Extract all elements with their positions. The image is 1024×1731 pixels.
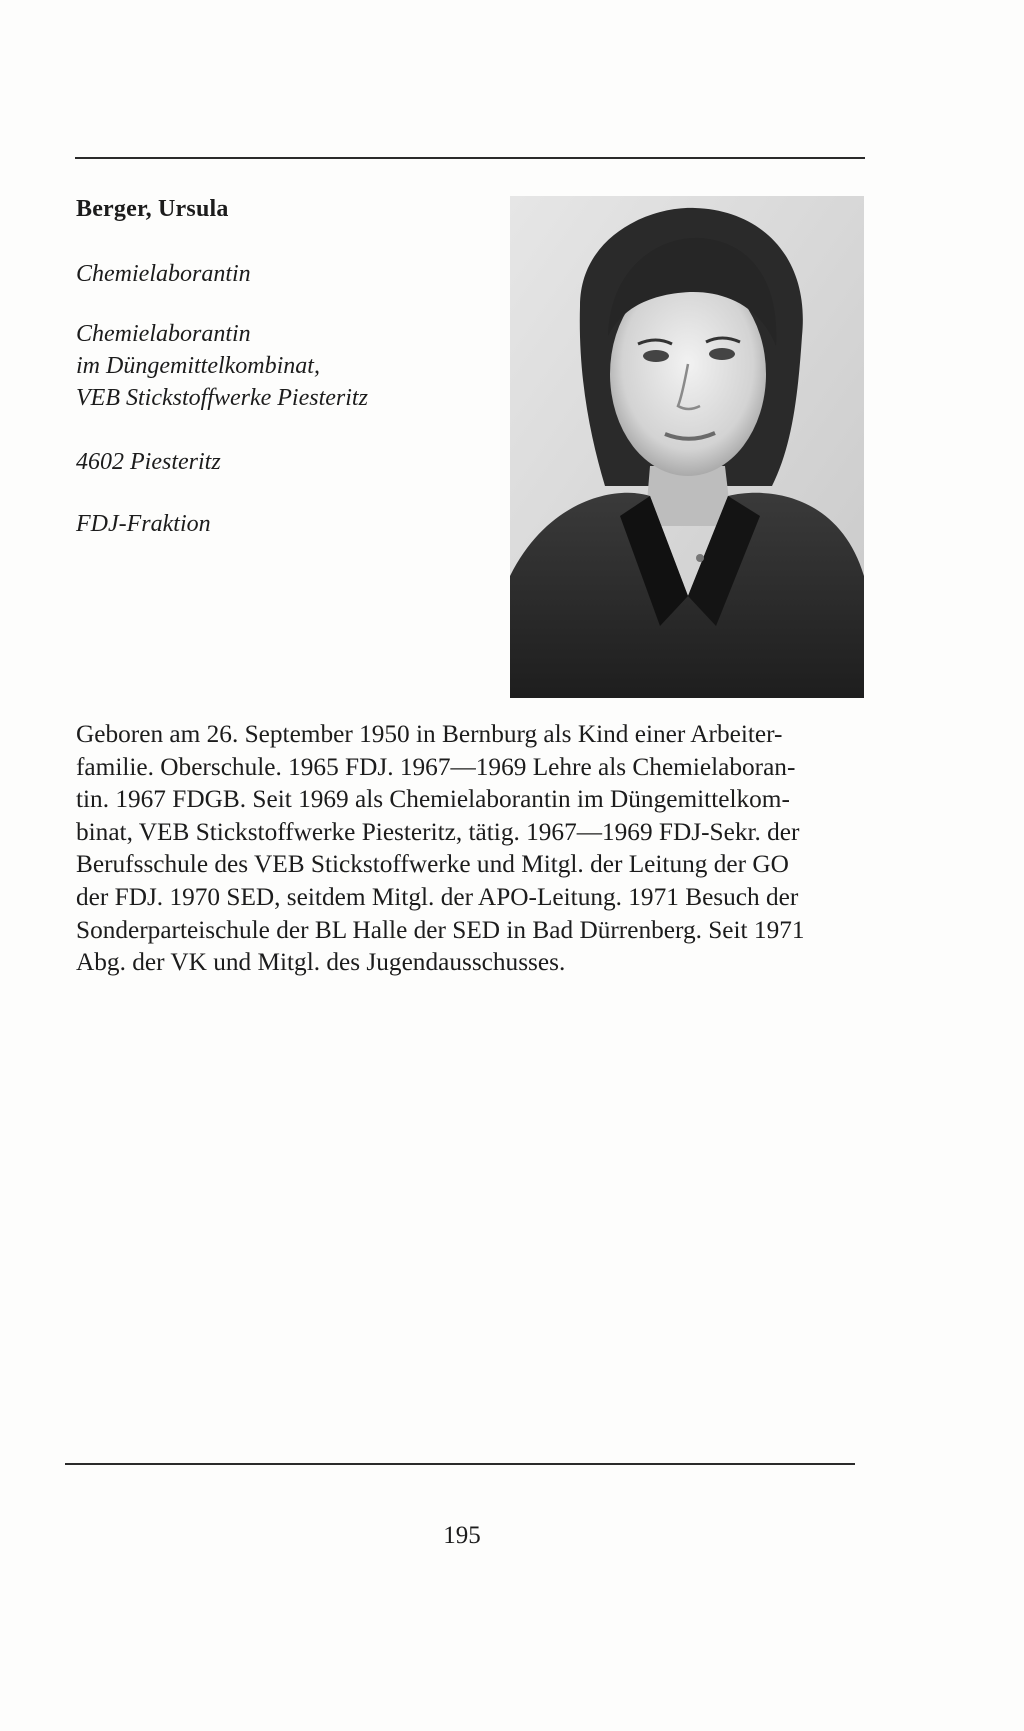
workplace-line: VEB Stickstoffwerke Piesteritz [76,385,368,411]
biography-line: Geboren am 26. September 1950 in Bernburg als Kind einer Arbeiter- [76,720,783,748]
biography-line: familie. Oberschule. 1965 FDJ. 1967—1969 Lehre als Chemielaboran- [76,752,796,781]
entry-address [76,446,221,478]
workplace-line: Chemielaborantin [76,321,251,347]
entry-workplace [76,318,368,414]
workplace-line: im Düngemittelkombinat, [76,353,320,379]
biography-line: Berufsschule des VEB Stickstoffwerke und Mitgl. der Leitung der GO [76,850,789,879]
fraction-text: FDJ-Fraktion [76,511,211,537]
page-number: 195 [443,1522,481,1549]
entry-profession [76,258,251,290]
portrait-photo [510,196,864,698]
biography-paragraph [76,718,864,979]
biography-line: Sonderparteischule der BL Halle der SED in Bad Dürrenberg. Seit 1971 [76,915,805,944]
biography-line: binat, VEB Stickstoffwerke Piesteritz, tätig. 1967—1969 FDJ-Sekr. der [76,817,800,846]
bottom-rule [65,1463,855,1465]
entry-fraction [76,508,211,540]
biography-line: der FDJ. 1970 SED, seitdem Mitgl. der APO-Leitung. 1971 Besuch der [76,882,799,911]
biography-line: Abg. der VK und Mitgl. des Jugendausschusses. [76,948,566,977]
top-rule [75,157,865,159]
profession-text: Chemielaborantin [76,261,251,287]
address-text: 4602 Piesteritz [76,449,221,475]
portrait-illustration [510,196,864,698]
entry-name: Berger, Ursula [76,196,229,222]
biography-line: tin. 1967 FDGB. Seit 1969 als Chemielaborantin im Düngemittelkom- [76,785,790,814]
